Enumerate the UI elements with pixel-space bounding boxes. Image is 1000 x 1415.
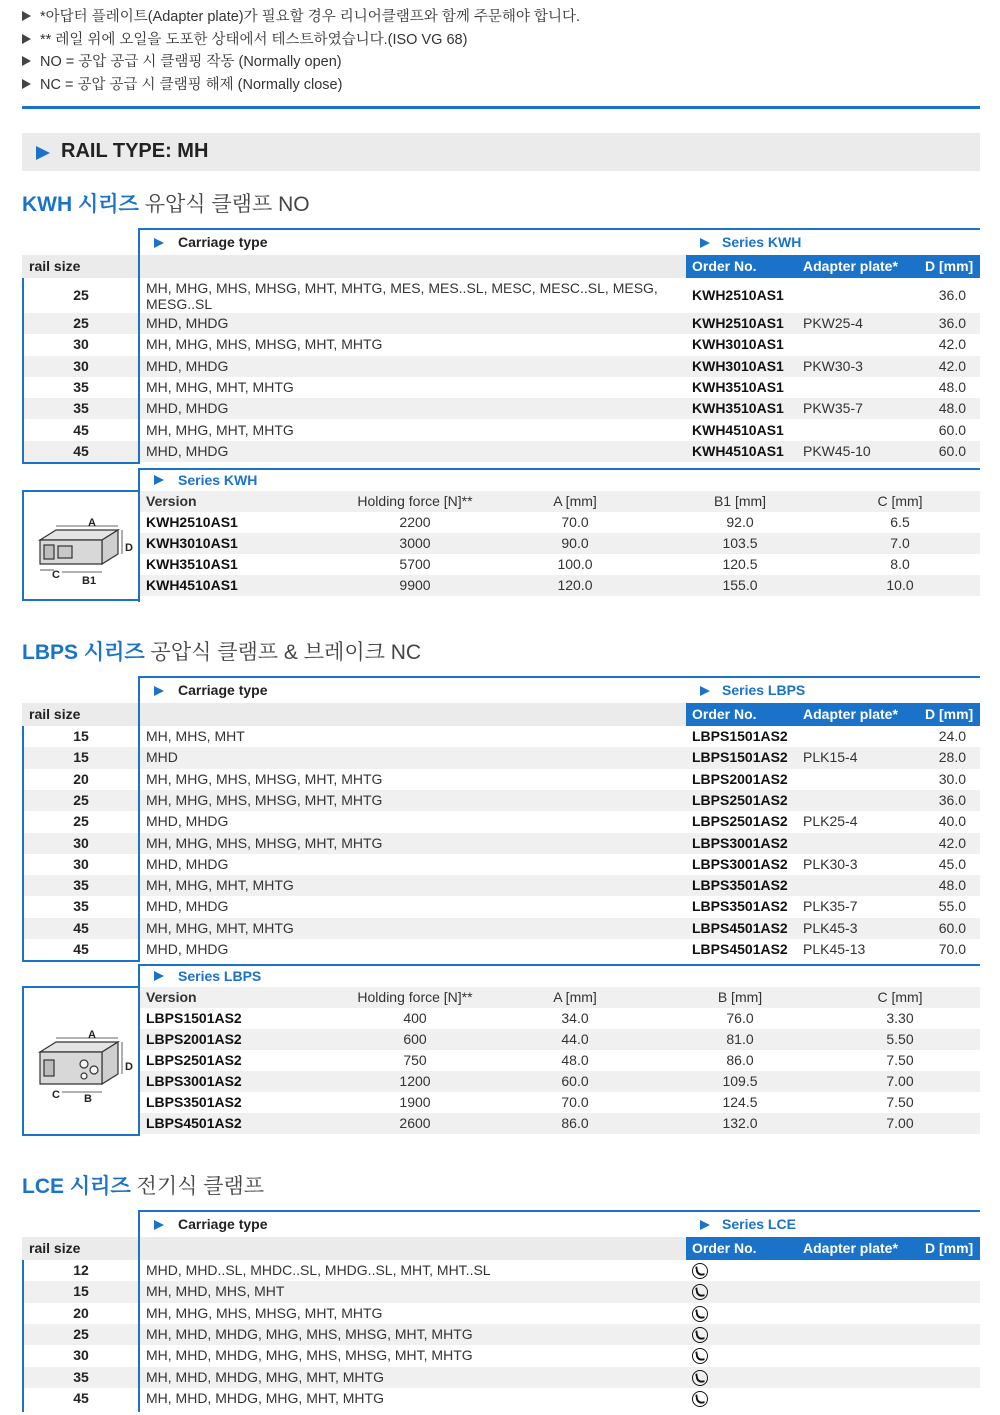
table-row: 12 MHD, MHD..SL, MHDC..SL, MHDG..SL, MHT, MHT..SL (22, 1260, 980, 1281)
play-triangle-icon (154, 238, 164, 248)
lbps-clamp-diagram (32, 1030, 136, 1110)
adapter-plate-header: Adapter plate* (803, 1240, 898, 1256)
table-row: KWH2510AS1 2200 70.0 92.0 6.5 (146, 514, 910, 530)
order-no-header: Order No. (692, 706, 757, 722)
series-header: Series LCE (722, 1216, 796, 1232)
phone-icon (692, 1306, 708, 1322)
order-no-header: Order No. (692, 1240, 757, 1256)
table-row: KWH3010AS1 3000 90.0 103.5 7.0 (140, 533, 980, 554)
phone-icon (692, 1263, 708, 1279)
table-row: 15 MHD LBPS1501AS2 PLK15-4 28.0 (22, 747, 980, 768)
table-row: 45 MH, MHG, MHT, MHTG LBPS4501AS2 PLK45-3 60.0 (22, 918, 980, 939)
note-item: ** 레일 위에 오일을 도포한 상태에서 테스트하였습니다.(ISO VG 68) (22, 29, 580, 52)
spec-series-header: Series LBPS (140, 966, 980, 987)
table-header-top (140, 1215, 980, 1235)
table-row: LBPS2001AS2 600 44.0 81.0 5.50 (140, 1029, 980, 1050)
lbps-section-title: LBPS 시리즈 공압식 클램프 & 브레이크 NC (22, 641, 422, 664)
table-row: LBPS2501AS2 750 48.0 86.0 7.50 (146, 1052, 914, 1068)
table-row: LBPS4501AS2 2600 86.0 132.0 7.00 (140, 1113, 980, 1134)
dim-c-label: C (52, 1089, 60, 1101)
carriage-type-header: Carriage type (178, 234, 268, 250)
table-row: 30 MH, MHG, MHS, MHSG, MHT, MHTG KWH3010AS1 42.0 (73, 336, 966, 353)
bullet-triangle-icon (22, 79, 31, 89)
table-row: 25 MHD, MHDG KWH2510AS1 PKW25-4 36.0 (22, 313, 980, 334)
d-mm-header: D [mm] (925, 706, 974, 722)
table-row: 15 MH, MHS, MHT LBPS1501AS2 24.0 (73, 728, 966, 744)
table-row: LBPS3501AS2 1900 70.0 124.5 7.50 (146, 1094, 914, 1110)
rail-type-title: RAIL TYPE: MH (61, 140, 209, 162)
dim-b1-label: B1 (82, 575, 97, 587)
table-row: 25 MH, MHG, MHS, MHSG, MHT, MHTG, MES, MES..SL, MESC, MESC..SL, MESG, MESG..SL KWH2510AS1 36.0 (73, 280, 966, 312)
dim-d-label: D (125, 542, 133, 554)
table-row: 45 MH, MHG, MHT, MHTG KWH4510AS1 60.0 (73, 421, 966, 438)
play-triangle-icon (700, 686, 710, 696)
phone-icon (692, 1284, 708, 1300)
phone-icon (692, 1327, 708, 1343)
spec-header-row: Version Holding force [N]** A [mm] B1 [mm] C [mm] (140, 491, 980, 512)
table-row: LBPS1501AS2 400 34.0 76.0 3.30 (146, 1010, 914, 1026)
table-row: 20 MH, MHG, MHS, MHSG, MHT, MHTG (22, 1303, 980, 1324)
table-row: 35 MH, MHD, MHDG, MHG, MHT, MHTG (22, 1367, 980, 1388)
table-row: 30 MHD, MHDG KWH3010AS1 PKW30-3 42.0 (22, 356, 980, 377)
table-row: 35 MH, MHG, MHT, MHTG LBPS3501AS2 48.0 (22, 875, 980, 896)
table-row: 45 MHD, MHDG LBPS4501AS2 PLK45-13 70.0 (73, 941, 966, 957)
play-triangle-icon (154, 686, 164, 696)
table-row: 30 MH, MHG, MHS, MHSG, MHT, MHTG LBPS3001AS2 42.0 (22, 833, 980, 854)
table-row: 35 MH, MHG, MHT, MHTG KWH3510AS1 48.0 (73, 378, 966, 395)
carriage-type-header: Carriage type (178, 1216, 268, 1232)
play-triangle-icon (700, 1220, 710, 1230)
note-item: NO = 공압 공급 시 클램핑 작동 (Normally open) (22, 51, 580, 74)
note-item: NC = 공압 공급 시 클램핑 해제 (Normally close) (22, 74, 580, 97)
table-row: 35 MHD, MHDG LBPS3501AS2 PLK35-7 55.0 (73, 898, 966, 915)
play-triangle-icon (36, 146, 50, 160)
rail-size-header: rail size (22, 703, 140, 726)
kwh-section-title: KWH 시리즈 유압식 클램프 NO (22, 193, 310, 216)
phone-icon (692, 1348, 708, 1364)
lce-section-title: LCE 시리즈 전기식 클램프 (22, 1175, 265, 1198)
adapter-plate-header: Adapter plate* (803, 706, 898, 722)
table-header-row (22, 1237, 980, 1260)
table-row: 30 MH, MHD, MHDG, MHG, MHS, MHSG, MHT, MHTG (22, 1345, 980, 1366)
d-mm-header: D [mm] (925, 258, 974, 274)
series-header: Series LBPS (722, 682, 806, 698)
table-header-row (22, 703, 980, 726)
play-triangle-icon (700, 238, 710, 248)
table-row: 45 MH, MHD, MHDG, MHG, MHT, MHTG (22, 1388, 980, 1409)
divider (22, 106, 980, 109)
carriage-type-header: Carriage type (178, 682, 268, 698)
play-triangle-icon (154, 971, 164, 981)
table-header-top (140, 681, 980, 701)
play-triangle-icon (154, 1220, 164, 1230)
table-header-top (140, 233, 980, 253)
table-row: 45 MHD, MHDG KWH4510AS1 PKW45-10 60.0 (22, 441, 980, 462)
table-row: 35 MHD, MHDG KWH3510AS1 PKW35-7 48.0 (22, 398, 980, 419)
d-mm-header: D [mm] (925, 1240, 974, 1256)
bullet-triangle-icon (22, 34, 31, 44)
spec-header-row: Version Holding force [N]** A [mm] B [mm] C [mm] (140, 987, 980, 1008)
table-row: 25 MH, MHD, MHDG, MHG, MHS, MHSG, MHT, MHTG (22, 1324, 980, 1345)
phone-icon (692, 1391, 708, 1407)
dim-c-label: C (52, 569, 60, 581)
kwh-clamp-diagram (32, 518, 136, 592)
table-row: KWH4510AS1 9900 120.0 155.0 10.0 (140, 575, 980, 596)
bullet-triangle-icon (22, 56, 31, 66)
notes-list (22, 6, 580, 96)
table-row: 20 MH, MHG, MHS, MHSG, MHT, MHTG LBPS2001AS2 30.0 (73, 770, 966, 787)
play-triangle-icon (154, 475, 164, 485)
series-header: Series KWH (722, 234, 802, 250)
phone-icon (692, 1370, 708, 1386)
bullet-triangle-icon (22, 11, 31, 21)
table-row: LBPS3001AS2 1200 60.0 109.5 7.00 (140, 1071, 980, 1092)
table-row: KWH3510AS1 5700 100.0 120.5 8.0 (146, 556, 910, 572)
order-no-header: Order No. (692, 258, 757, 274)
dim-d-label: D (125, 1061, 133, 1073)
lbps-spec-table (22, 964, 980, 1136)
dim-a-label: A (88, 518, 96, 529)
kwh-spec-table (22, 468, 980, 602)
adapter-plate-header: Adapter plate* (803, 258, 898, 274)
rail-type-banner (22, 133, 980, 171)
table-row: 15 MH, MHD, MHS, MHT (22, 1281, 980, 1302)
table-header-row (22, 255, 980, 278)
dim-b-label: B (84, 1093, 92, 1105)
table-row: 25 MHD, MHDG LBPS2501AS2 PLK25-4 40.0 (73, 813, 966, 830)
note-item: *아답터 플레이트(Adapter plate)가 필요할 경우 리니어클램프와 함께 주문해야 합니다. (22, 6, 580, 29)
table-row: 25 MH, MHG, MHS, MHSG, MHT, MHTG LBPS2501AS2 36.0 (22, 790, 980, 811)
rail-size-header: rail size (22, 255, 140, 278)
dim-a-label: A (88, 1030, 96, 1041)
spec-series-header: Series KWH (140, 470, 980, 491)
rail-size-header: rail size (22, 1237, 140, 1260)
table-row: 30 MHD, MHDG LBPS3001AS2 PLK30-3 45.0 (73, 855, 966, 872)
